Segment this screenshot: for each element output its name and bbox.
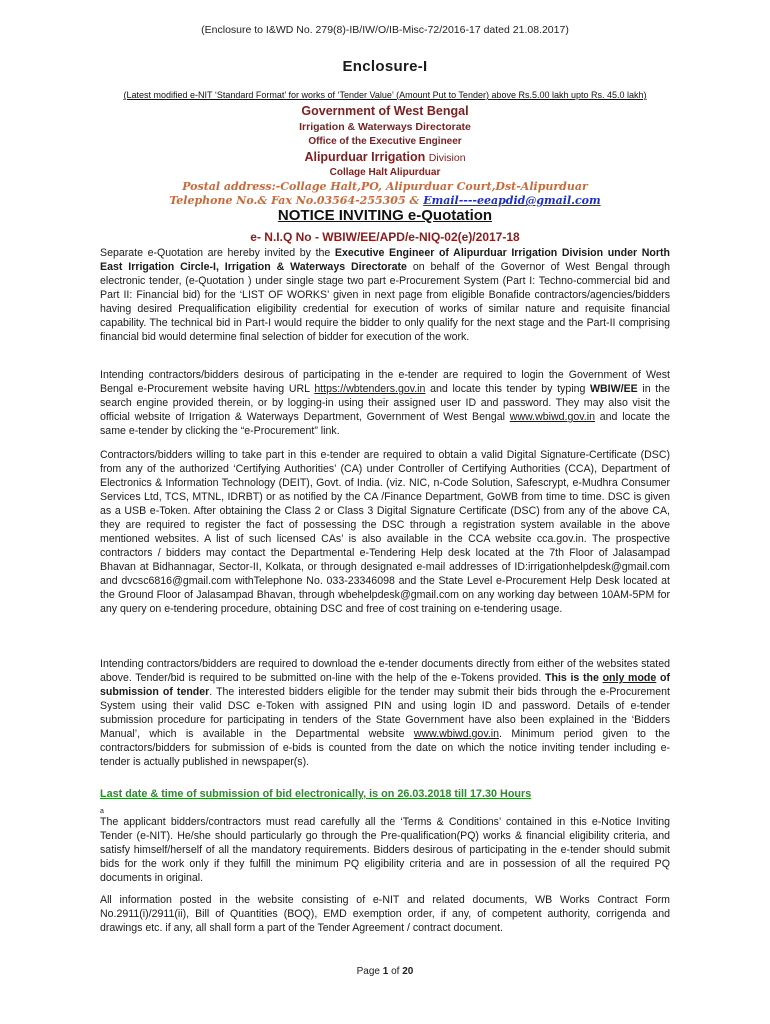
- paragraph-invitation: [100, 246, 670, 344]
- p2-text-b: and locate this tender by typing: [425, 383, 591, 395]
- notice-heading: NOTICE INVITING e-Quotation: [277, 207, 493, 224]
- division-name-suffix: Division: [428, 152, 466, 164]
- footnote-marker: a: [100, 808, 104, 815]
- p4-text-a: Intending contractors/bidders are required to download the e-tender documents directly from either of the websites stated above. Tender/bid is required to be submitted on-line with the help of the e-Tokens provided.: [100, 658, 670, 684]
- niq-number: e- N.I.Q No - WBIW/EE/APD/e-NIQ-02(e)/2017-18: [250, 230, 520, 244]
- paragraph-login: [100, 368, 670, 438]
- office-location: Collage Halt Alipurduar: [329, 167, 441, 178]
- office-name: Office of the Executive Engineer: [308, 136, 462, 147]
- paragraph-documents: [100, 893, 670, 935]
- search-code: WBIW/EE: [590, 383, 638, 395]
- page-current: 1: [382, 966, 389, 977]
- p1-text-a: Separate e-Quotation are hereby invited by the: [100, 247, 335, 259]
- wbiwd-link[interactable]: www.wbiwd.gov.in: [509, 411, 595, 423]
- telephone-fax: Telephone No.& Fax No.03564-255305 &: [169, 194, 424, 207]
- paragraph-terms: [100, 815, 670, 885]
- wbiwd-link-2[interactable]: www.wbiwd.gov.in: [413, 728, 500, 740]
- wbtenders-link[interactable]: https://wbtenders.gov.in: [314, 383, 426, 395]
- government-name: Government of West Bengal: [301, 104, 469, 118]
- last-date-line: [100, 787, 670, 801]
- enclosure-reference: (Enclosure to I&WD No. 279(8)-IB/IW/O/IB-Misc-72/2016-17 dated 21.08.2017): [201, 24, 569, 36]
- p6-text: The applicant bidders/contractors must read carefully all the ‘Terms & Conditions’ contained in this e-Notice Inviting Tender (e-NIT). He/she should particularly go through the Pre-qualification(PQ) works & financial eligibility criteria, and satisfy himself/herself of all the mandatory requirements. Bidders desirous of participating in the e-tender should submit bids for the work only if they fulfill the minimum PQ eligibility criteria and are in possession of all the required PQ documents in original.: [100, 816, 670, 884]
- last-date-text: Last date & time of submission of bid electronically, is on 26.03.2018 till 17.30 Hours: [100, 788, 532, 800]
- page-total: 20: [402, 966, 414, 977]
- page-of: of: [388, 966, 403, 977]
- p3-text: Contractors/bidders willing to take part in this e-tender are required to obtain a valid Digital Signature-Certificate (DSC) from any of the authorized ‘Certifying Authorities’ (CA) under Controller of Certifying Authorities (CCA), Department of Electronics & Information Technology (DEIT), Govt. of India. (viz. NIC, n-Code Solution, Safescrypt, e-Mudhra Consumer Services Ltd, TCS, MTNL, IDRBT) or as notified by the CA /Finance Department, GoWB from time to time. DSC is given as a USB e-Token. After obtaining the Class 2 or Class 3 Digital Signature Certificate (DSC) from any of the above CA, they are required to register the fact of possessing the DSC through a registration system available in the above mentioned websites. A list of such licensed CAs’ is also available in the CCA website cca.gov.in. The prospective contractors / bidders may contact the Departmental e-Tendering Help desk located at the 7th Floor of Jalasampad Bhavan at Bidhannagar, Sector-II, Kolkata, or through designated e-mail addresses of ID:irrigationhelpdesk@gmail.com and dvcsc6816@gmail.com withTelephone No. 033-23346098 and the State Level e-Procurement Help Desk located at the Ground Floor of Jalasampad Bhavan, through wbehelpdesk@gmail.com on any working day between 10AM-5PM for any query on e-tendering procedure, obtaining DSC and free of cost training on e-tendering usage.: [100, 449, 670, 615]
- p4-bold-2: of submission of tender: [100, 672, 670, 698]
- directorate-name: Irrigation & Waterways Directorate: [299, 121, 471, 133]
- p1-text-bold: Executive Engineer of Alipurduar Irrigation Division under North East Irrigation Circle-I, Irrigation & Waterways Directorate: [100, 247, 670, 273]
- division-name-main: Alipurduar Irrigation: [304, 150, 426, 164]
- page-number: [0, 966, 770, 977]
- p4-bold-1: This is the: [545, 672, 603, 684]
- p4-only-mode: only mode: [602, 672, 657, 684]
- p4-text-b: . The interested bidders eligible for the tender may submit their bids through the e-Procurement System using their valid DSC e-Token with assigned PIN and using login ID and password. Details of e-tender submission procedure for participating in tenders of the State Government have also been explained in the ‘Bidders Manual’, which is available in the Departmental website: [100, 686, 670, 740]
- p7-text: All information posted in the website consisting of e-NIT and related documents, WB Works Contract Form No.2911(i)/2911(ii), Bill of Quantities (BOQ), EMD exemption order, if any, of competent authority, corrigenda and drawings etc. if any, all shall form a part of the Tender Agreement / contract document.: [100, 894, 670, 934]
- enclosure-subtitle: (Latest modified e-NIT ‘Standard Format’ for works of ‘Tender Value’ (Amount Put to Tender) above Rs.5.00 lakh upto Rs. 45.0 lakh): [123, 90, 647, 100]
- telephone-line: [0, 194, 770, 207]
- p1-text-c: on behalf of the Governor of West Bengal through electronic tender, (e-Quotation ) under single stage two part e-Procurement System (Part I: Techno-commercial bid and Part II: Financial bid) for the ‘LIST OF WORKS’ given in next page from eligible Bonafide contractors/agencies/bidders having desired Prequalification eligibility credential for execution of works of similar nature and requisite financial capability. The technical bid in Part-I would require the bidder to only qualify for the next stage and the Part-II comprising financial bid would determine final selection of bidder for execution of the work.: [100, 261, 670, 343]
- p2-text-c: in the search engine provided therein, or by logging-in using their assigned user ID and password. They may also visit the official website of Irrigation & Waterways Department, Government of West Bengal: [100, 383, 671, 423]
- email-link[interactable]: Email----eeapdid@gmail.com: [423, 194, 601, 207]
- p4-text-c: . Minimum period given to the contractors/bidders for submission of e-bids is counted from the date on which the notice inviting tender including e-tender is actually published in newspaper(s).: [100, 728, 670, 768]
- p2-text-a: Intending contractors/bidders desirous of participating in the e-tender are required to login the Government of West Bengal e-Procurement website having URL: [100, 369, 670, 395]
- p2-text-d: and locate the same e-tender by clicking the “e-Procurement” link.: [100, 411, 670, 437]
- division-name: [0, 150, 770, 164]
- paragraph-dsc: [100, 448, 670, 616]
- enclosure-title: Enclosure-I: [342, 58, 428, 75]
- paragraph-download: [100, 657, 670, 769]
- page-prefix: Page: [356, 966, 383, 977]
- postal-address: Postal address:-Collage Halt,PO, Alipurduar Court,Dst-Alipurduar: [182, 180, 588, 193]
